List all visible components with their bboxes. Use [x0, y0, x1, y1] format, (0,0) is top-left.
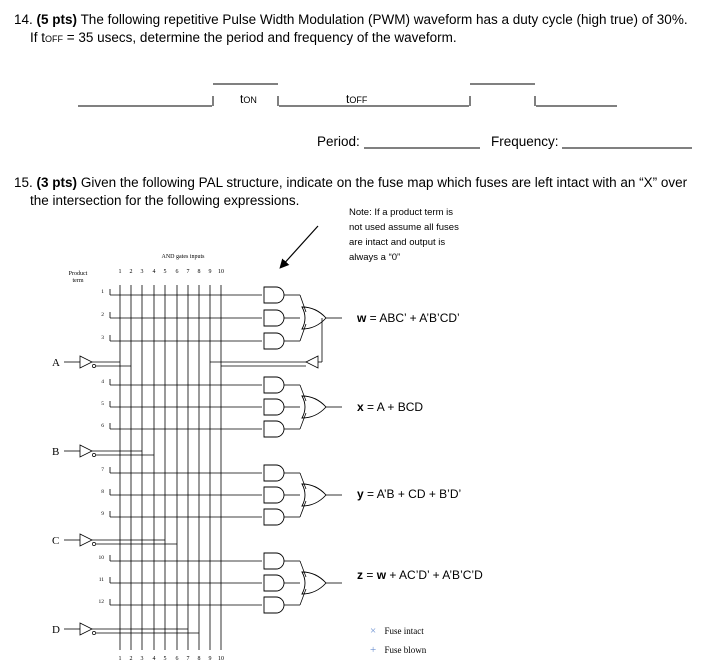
column-number-top: 5 — [163, 269, 167, 275]
column-number-bottom: 10 — [218, 656, 224, 662]
frequency-label: Frequency: — [491, 134, 559, 149]
and-gate-icon — [264, 509, 284, 525]
input-buffer-icon — [80, 356, 92, 368]
inverter-bubble — [92, 364, 95, 367]
column-number-bottom: 6 — [175, 656, 179, 662]
column-number-top: 1 — [118, 269, 122, 275]
and-inputs-label: AND gates inputs — [161, 254, 205, 260]
row-number: 10 — [98, 555, 104, 561]
product-term-label: Product — [68, 271, 88, 277]
row-number: 8 — [101, 489, 104, 495]
and-gate-icon — [264, 287, 284, 303]
row-number: 3 — [101, 335, 104, 341]
and-gate-icon — [264, 310, 284, 326]
column-number-top: 3 — [140, 269, 144, 275]
inverter-bubble — [92, 631, 95, 634]
column-number-top: 8 — [197, 269, 201, 275]
inverter-bubble — [92, 453, 95, 456]
column-number-bottom: 4 — [152, 656, 156, 662]
note-line: are intact and output is — [349, 237, 446, 248]
output-y-expression: y = A’B + CD + B’D’ — [357, 487, 462, 501]
feedback-buffer-icon — [306, 356, 318, 368]
column-number-top: 10 — [218, 269, 224, 275]
output-z-expression: z = w + AC’D’ + A’B’C’D — [357, 568, 483, 582]
row-number: 2 — [101, 312, 104, 318]
fuse-intact-icon: × — [370, 625, 377, 637]
row-number: 6 — [101, 423, 104, 429]
note-line: Note: If a product term is — [349, 207, 454, 218]
row-number: 7 — [101, 467, 104, 473]
column-number-bottom: 8 — [197, 656, 201, 662]
input-buffer-icon — [80, 534, 92, 546]
row-number: 9 — [101, 511, 104, 517]
pal-diagram — [0, 220, 706, 670]
column-number-bottom: 3 — [140, 656, 144, 662]
and-gate-icon — [264, 553, 284, 569]
q15-line1: 15. (3 pts) Given the following PAL structure, indicate on the fuse map which fuses are left intact with an “X” over — [14, 175, 688, 190]
input-label: B — [52, 446, 60, 458]
input-label: D — [52, 624, 60, 636]
column-number-top: 4 — [152, 269, 156, 275]
row-number: 11 — [98, 577, 104, 583]
and-gate-icon — [264, 465, 284, 481]
column-number-top: 7 — [186, 269, 190, 275]
note-line: not used assume all fuses — [349, 222, 459, 233]
q14-line1: 14. (5 pts) The following repetitive Pulse Width Modulation (PWM) waveform has a duty cycle (high true) of 30%. — [14, 12, 688, 27]
note-line: always a “0” — [349, 252, 401, 263]
row-number: 5 — [101, 401, 104, 407]
note-arrow — [281, 226, 318, 267]
and-gate-icon — [264, 377, 284, 393]
input-label: A — [52, 357, 60, 369]
fuse-blown-icon: + — [370, 644, 377, 656]
toff-label: tOFF — [346, 92, 368, 106]
input-label: C — [52, 535, 60, 547]
input-buffer-icon — [80, 623, 92, 635]
legend-fuse-blown: + Fuse blown — [370, 644, 427, 656]
and-gate-icon — [264, 597, 284, 613]
output-w-expression: w = ABC’ + A’B’CD’ — [357, 311, 460, 325]
column-number-bottom: 5 — [163, 656, 167, 662]
column-number-bottom: 1 — [118, 656, 122, 662]
q15-line2: the intersection for the following expressions. — [30, 193, 300, 208]
legend-fuse-intact: × Fuse intact — [370, 625, 424, 637]
product-term-label: term — [72, 278, 84, 284]
ton-label: tON — [240, 92, 257, 106]
row-number: 4 — [101, 379, 104, 385]
column-number-top: 9 — [208, 269, 212, 275]
and-gate-icon — [264, 333, 284, 349]
inverter-bubble — [92, 542, 95, 545]
column-number-bottom: 7 — [186, 656, 190, 662]
column-number-bottom: 9 — [208, 656, 212, 662]
row-number: 1 — [101, 289, 104, 295]
q14-line2: If tOFF = 35 usecs, determine the period and frequency of the waveform. — [30, 30, 457, 45]
column-number-top: 6 — [175, 269, 179, 275]
output-x-expression: x = A + BCD — [357, 400, 424, 414]
column-number-bottom: 2 — [129, 656, 133, 662]
period-label: Period: — [317, 134, 360, 149]
and-gate-icon — [264, 575, 284, 591]
column-number-top: 2 — [129, 269, 133, 275]
and-gate-icon — [264, 421, 284, 437]
input-buffer-icon — [80, 445, 92, 457]
and-gate-icon — [264, 487, 284, 503]
row-number: 12 — [98, 599, 104, 605]
and-gate-icon — [264, 399, 284, 415]
pwm-waveform — [0, 70, 706, 190]
